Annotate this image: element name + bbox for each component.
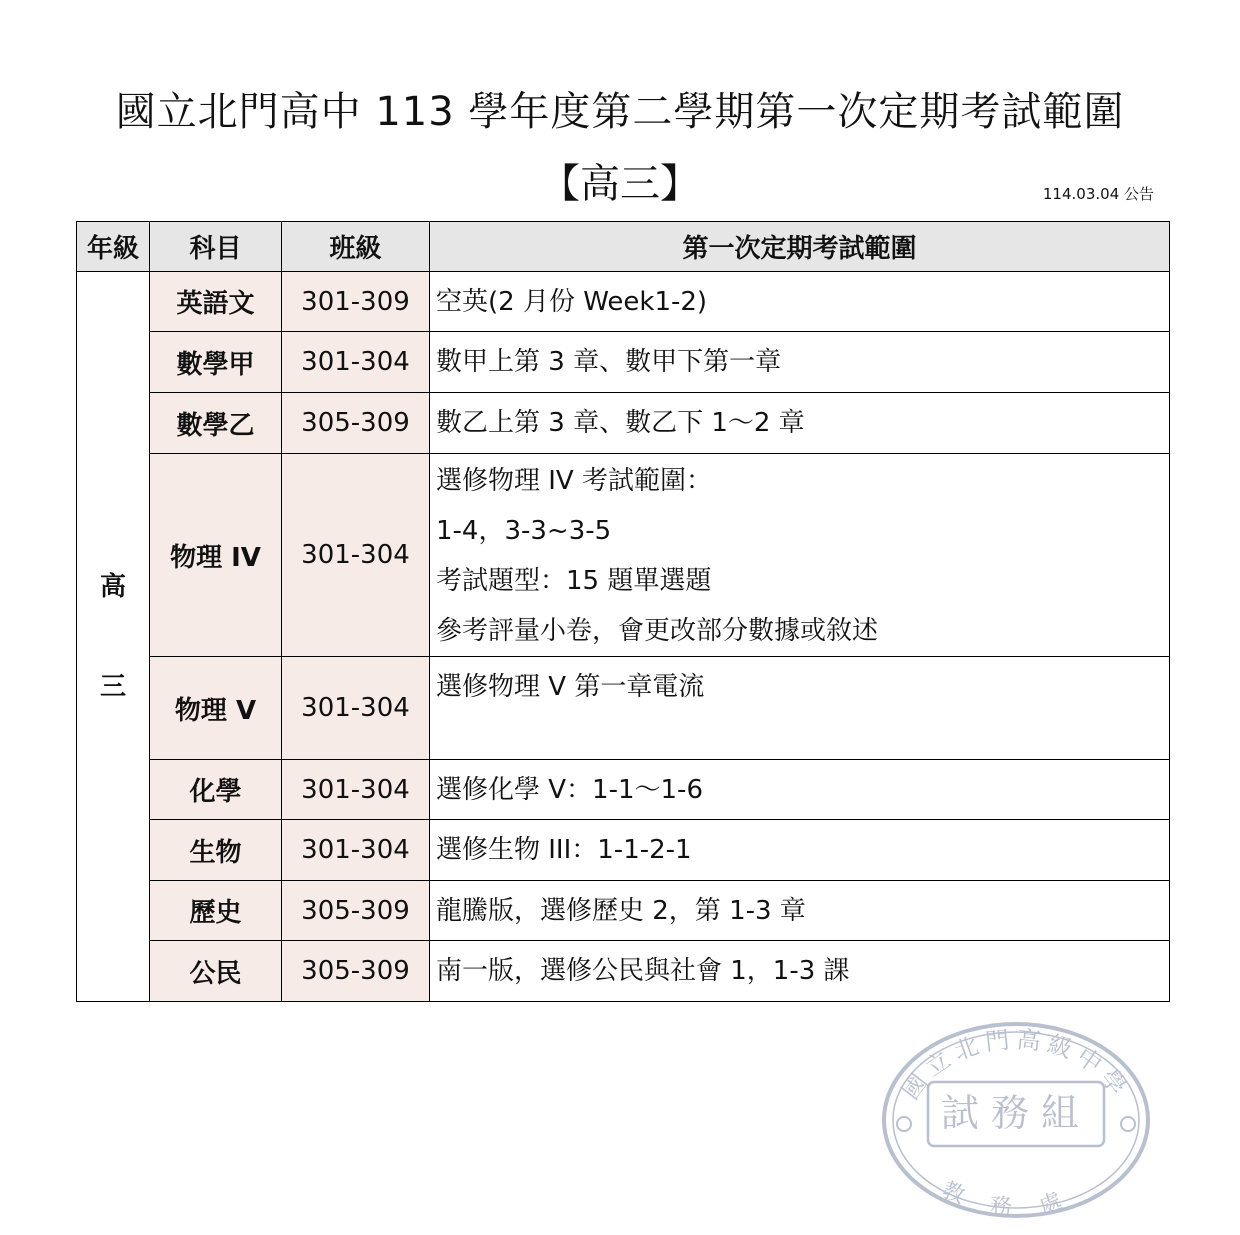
class-cell: 305-309 (282, 881, 430, 941)
range-cell (430, 881, 1170, 941)
table-row (77, 393, 1170, 454)
table-row (77, 332, 1170, 393)
range-cell (430, 657, 1170, 760)
range-line: 選修物理 V 第一章電流 (436, 672, 705, 702)
subject-cell: 物理 IV (150, 454, 282, 657)
range-line: 空英(2 月份 Week1-2) (436, 287, 708, 317)
table-row (77, 881, 1170, 941)
stamp-center-text: 試務組 (940, 1091, 1092, 1135)
subject-cell: 化學 (150, 760, 282, 820)
class-cell: 305-309 (282, 393, 430, 454)
range-cell (430, 760, 1170, 820)
page-title: 國立北門高中 113 學年度第二學期第一次定期考試範圍 (115, 89, 1125, 135)
range-line: 數甲上第 3 章、數甲下第一章 (436, 347, 782, 377)
range-cell (430, 332, 1170, 393)
grade-char: 三 (99, 671, 126, 702)
class-cell: 301-304 (282, 760, 430, 820)
table-row (77, 454, 1170, 657)
subject-cell: 數學甲 (150, 332, 282, 393)
table-row (77, 941, 1170, 1002)
range-cell (430, 941, 1170, 1002)
range-cell (430, 272, 1170, 332)
column-header-range: 第一次定期考試範圍 (430, 222, 1170, 272)
class-cell: 301-304 (282, 454, 430, 657)
column-header-grade: 年級 (77, 222, 150, 272)
announcement-date: 114.03.04 公告 (1042, 185, 1154, 203)
range-line: 參考評量小卷，會更改部分數據或敘述 (436, 616, 879, 646)
table-row (77, 657, 1170, 760)
subject-cell: 物理 V (150, 657, 282, 760)
subject-cell: 英語文 (150, 272, 282, 332)
range-line: 1-4，3-3~3-5 (436, 516, 612, 546)
range-line: 南一版，選修公民與社會 1，1-3 課 (436, 956, 850, 986)
stamp-outer-text: 國立北門高級中學 (896, 1025, 1136, 1105)
page-subtitle: 【高三】 (540, 161, 700, 207)
grade-char: 高 (99, 571, 126, 602)
exam-range-table (76, 221, 1170, 1002)
class-cell: 301-309 (282, 272, 430, 332)
official-stamp-seal (880, 1020, 1152, 1220)
range-line: 考試題型：15 題單選題 (436, 566, 712, 596)
column-header-class: 班級 (282, 222, 430, 272)
grade-cell (77, 272, 150, 1002)
class-cell: 301-304 (282, 820, 430, 881)
table-row (77, 820, 1170, 881)
range-line: 選修物理 IV 考試範圍： (436, 466, 712, 496)
subject-cell: 歷史 (150, 881, 282, 941)
column-header-subject: 科目 (150, 222, 282, 272)
range-cell (430, 820, 1170, 881)
subject-cell: 數學乙 (150, 393, 282, 454)
range-cell (430, 454, 1170, 657)
stamp-bottom-text: 教務處 (938, 1178, 1094, 1220)
range-line: 數乙上第 3 章、數乙下 1～2 章 (436, 408, 805, 438)
range-line: 選修化學 V：1-1～1-6 (436, 775, 703, 805)
subject-cell: 生物 (150, 820, 282, 881)
table-row (77, 760, 1170, 820)
class-cell: 301-304 (282, 657, 430, 760)
range-line: 選修生物 III：1-1-2-1 (436, 835, 692, 865)
class-cell: 305-309 (282, 941, 430, 1002)
table-row (77, 272, 1170, 332)
subject-cell: 公民 (150, 941, 282, 1002)
range-cell (430, 393, 1170, 454)
range-line: 龍騰版，選修歷史 2，第 1-3 章 (436, 896, 806, 926)
table-header-row (77, 222, 1170, 272)
class-cell: 301-304 (282, 332, 430, 393)
